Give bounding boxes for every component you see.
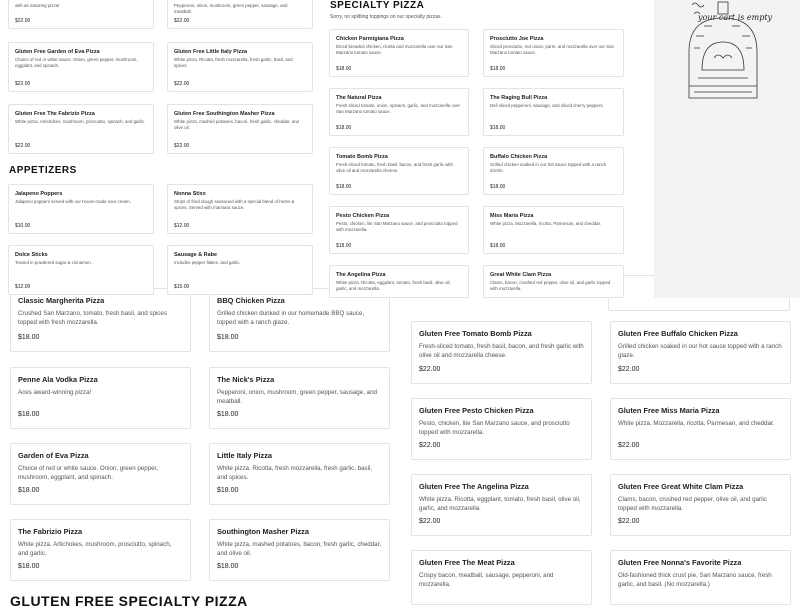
item-name: Tomato Bomb Pizza: [336, 154, 388, 160]
menu-item-card[interactable]: [209, 443, 390, 505]
menu-item-card[interactable]: [483, 29, 624, 77]
menu-item-card[interactable]: [8, 0, 154, 29]
item-name: Miss Maria Pizza: [490, 213, 534, 219]
menu-item-card[interactable]: [483, 147, 624, 195]
item-description: Fresh sliced tomato, onion, spinach, garlic, and mozzarella over San Marzano tomato sauce.: [336, 103, 460, 114]
item-description: Sliced prosciutto, red onion, parm, and mozzarella over our San Marzano tomato sauce.: [490, 44, 614, 55]
item-price: $18.00: [18, 563, 40, 570]
item-description: White pizza. Mozzarella, ricotta, Parmesan, and cheddar.: [618, 420, 775, 427]
item-description: with an amazing pizza!: [15, 3, 60, 8]
pizza-oven-icon: [674, 0, 764, 106]
menu-item-card[interactable]: [610, 398, 791, 460]
item-price: $18.00: [336, 243, 352, 249]
item-description: White pizza. Artichokes, mushroom, prosciutto, spinach, and garlic.: [15, 119, 146, 124]
item-price: $22.00: [618, 366, 640, 373]
item-description: Jalapeno poppers served with our house-made sour cream.: [15, 199, 131, 204]
item-description: Tossed in powdered sugar & cinnamon.: [15, 260, 92, 265]
item-description: Strips of fried dough seasoned with a special blend of herbs & spices. Served with marinara sauce.: [174, 199, 295, 210]
item-name: Little Italy Pizza: [217, 451, 273, 460]
item-description: White pizza. Ricotta, fresh mozzarella, fresh garlic, basil, and spices.: [174, 57, 293, 68]
item-description: Deli sliced pepperoni, sausage, and sliced cherry peppers.: [490, 103, 604, 108]
item-description: Choice of red or white sauce. Onion, green pepper, mushroom, eggplant, and spinach.: [18, 465, 158, 481]
item-name: Gluten Free Little Italy Pizza: [174, 49, 248, 55]
item-price: $18.00: [490, 125, 506, 131]
item-description: White pizza. Artichokes, mushroom, prosciutto, spinach, and garlic.: [18, 541, 172, 557]
item-name: Gluten Free Pesto Chicken Pizza: [419, 406, 534, 415]
item-price: $22.00: [15, 81, 31, 87]
menu-item-card[interactable]: [483, 265, 624, 298]
menu-item-card[interactable]: [411, 550, 592, 605]
item-price: $18.00: [217, 487, 239, 494]
item-price: $18.00: [217, 411, 239, 418]
menu-item-card[interactable]: [483, 206, 624, 254]
menu-item-card[interactable]: [329, 88, 469, 136]
specialty-note: Sorry, no splitting toppings on our specialty pizzas.: [330, 14, 442, 20]
item-name: The Raging Bull Pizza: [490, 95, 548, 101]
gluten-free-heading: GLUTEN FREE SPECIALTY PIZZA: [10, 593, 248, 609]
item-name: Great White Clam Pizza: [490, 272, 552, 278]
item-name: Classic Margherita Pizza: [18, 296, 105, 305]
item-description: Pepperoni, onion, mushroom, green pepper, sausage, and meatball.: [174, 3, 288, 14]
menu-item-card[interactable]: [8, 42, 154, 92]
item-name: Buffalo Chicken Pizza: [490, 154, 548, 160]
item-price: $22.00: [618, 518, 640, 525]
menu-item-card[interactable]: [329, 29, 469, 77]
menu-item-card[interactable]: [8, 104, 154, 154]
menu-item-card[interactable]: [610, 474, 791, 536]
item-name: Gluten Free Great White Clam Pizza: [618, 482, 744, 491]
item-description: Fresh-sliced tomato, fresh basil, bacon, and fresh garlic with olive oil and mozzarella cheese.: [336, 162, 453, 173]
menu-item-card[interactable]: [209, 519, 390, 581]
item-name: Chicken Parmigiana Pizza: [336, 36, 404, 42]
item-name: Nonna Stixx: [174, 191, 206, 197]
menu-item-card[interactable]: [167, 104, 313, 154]
item-name: Jalapeno Poppers: [15, 191, 63, 197]
item-name: Garden of Eva Pizza: [18, 451, 89, 460]
menu-item-card[interactable]: [10, 288, 191, 352]
item-price: $12.00: [15, 284, 31, 290]
item-price: $18.00: [490, 243, 506, 249]
item-description: Crushed San Marzano, tomato, fresh basil, and spices topped with fresh mozzarella.: [18, 310, 167, 326]
item-description: Grilled chicken soaked in our hot sauce topped with a ranch glaze.: [618, 343, 782, 359]
item-price: $22.00: [174, 81, 190, 87]
menu-item-card[interactable]: [483, 88, 624, 136]
item-description: Choice of red or white sauce. Onion, green pepper, mushroom, eggplant, and spinach.: [15, 57, 138, 68]
item-name: Sausage & Rabe: [174, 252, 218, 258]
item-name: The Fabrizio Pizza: [18, 527, 83, 536]
item-price: $12.00: [174, 223, 190, 229]
menu-item-card[interactable]: [329, 147, 469, 195]
item-price: $22.00: [174, 143, 190, 149]
item-price: $18.00: [217, 563, 239, 570]
item-name: Pesto Chicken Pizza: [336, 213, 390, 219]
menu-item-card[interactable]: [209, 367, 390, 429]
item-name: BBQ Chicken Pizza: [217, 296, 285, 305]
menu-item-card[interactable]: [610, 550, 791, 605]
item-description: White pizza. Ricotta, fresh mozzarella, fresh garlic, basil, and spices.: [217, 465, 373, 481]
item-description: Pesto, chicken, lite San Marzano sauce, and prosciutto topped with mozzarella.: [419, 420, 570, 436]
item-description: Diced breaded chicken, ricotta and mozzarella over our San Marzano tomato sauce.: [336, 44, 453, 55]
item-description: Pesto, chicken, lite San Marzano sauce, and prosciutto topped with mozzarella.: [336, 221, 458, 232]
item-description: Clams, bacon, crushed red pepper, olive oil, and garlic topped with mozzarella.: [618, 496, 767, 512]
item-description: Grilled chicken soaked in our hot sauce topped with a ranch drizzle.: [490, 162, 607, 173]
menu-item-card[interactable]: [329, 265, 469, 298]
item-price: $18.00: [18, 334, 40, 341]
item-name: Gluten Free Southington Masher Pizza: [174, 111, 275, 117]
item-description: Pepperoni, onion, mushroom, green pepper, sausage, and meatball.: [217, 389, 377, 405]
item-price: $22.00: [618, 442, 640, 449]
item-name: Gluten Free Nonna's Favorite Pizza: [618, 558, 742, 567]
item-price: $22.00: [419, 442, 441, 449]
specialty-heading: SPECIALTY PIZZA: [330, 0, 425, 11]
item-description: Crispy bacon, meatball, sausage, pepperoni, and mozzarella.: [419, 572, 554, 588]
item-description: Old-fashioned thick crust pie, San Marzano sauce, fresh garlic, and basil. (No mozzarella.): [618, 572, 772, 588]
item-description: Fresh-sliced tomato, fresh basil, bacon, and fresh garlic with olive oil and mozzarella cheese.: [419, 343, 584, 359]
appetizers-heading: APPETIZERS: [9, 165, 77, 176]
item-name: Dolce Sticks: [15, 252, 48, 258]
item-price: $15.00: [174, 284, 190, 290]
item-price: $18.00: [336, 184, 352, 190]
menu-item-card[interactable]: [10, 367, 191, 429]
item-price: $18.00: [490, 184, 506, 190]
item-description: White pizza, mashed potatoes, bacon, fresh garlic, cheddar, and olive oil.: [217, 541, 382, 557]
item-price: $18.00: [336, 125, 352, 131]
item-price: $18.00: [490, 66, 506, 72]
menu-item-card[interactable]: [411, 474, 592, 536]
menu-item-card[interactable]: [167, 184, 313, 234]
item-price: $22.00: [15, 143, 31, 149]
item-price: $18.00: [217, 334, 239, 341]
item-name: Gluten Free Miss Maria Pizza: [618, 406, 720, 415]
item-name: The Angelina Pizza: [336, 272, 386, 278]
item-name: Gluten Free Tomato Bomb Pizza: [419, 329, 532, 338]
item-name: Gluten Free The Angelina Pizza: [419, 482, 529, 491]
menu-item-card[interactable]: [167, 42, 313, 92]
menu-item-card[interactable]: [167, 0, 313, 29]
item-name: Gluten Free Buffalo Chicken Pizza: [618, 329, 738, 338]
item-name: Gluten Free The Meat Pizza: [419, 558, 515, 567]
item-description: Includes pepper flakes, and garlic.: [174, 260, 241, 265]
menu-item-card[interactable]: [329, 206, 469, 254]
item-price: $22.00: [419, 518, 441, 525]
item-name: The Natural Pizza: [336, 95, 382, 101]
menu-item-card[interactable]: [10, 443, 191, 505]
item-price: $18.00: [18, 411, 40, 418]
menu-item-card[interactable]: [411, 321, 592, 384]
item-description: Clams, bacon, crushed red pepper, olive oil, and garlic topped with mozzarella.: [490, 280, 611, 291]
menu-item-card[interactable]: [610, 321, 791, 384]
item-name: The Nick's Pizza: [217, 375, 275, 384]
item-name: Prosciutto Joe Pizza: [490, 36, 544, 42]
item-name: Penne Ala Vodka Pizza: [18, 375, 98, 384]
menu-item-card[interactable]: [8, 245, 154, 295]
item-price: $18.00: [336, 66, 352, 72]
menu-item-card[interactable]: [167, 245, 313, 295]
item-description: White pizza. Mozzarella, ricotta, Parmesan, and cheddar.: [490, 221, 602, 226]
item-name: Gluten Free The Fabrizio Pizza: [15, 111, 95, 117]
item-description: White pizza, mashed potatoes, bacon, fresh garlic, cheddar, and olive oil.: [174, 119, 299, 130]
item-price: $18.00: [18, 487, 40, 494]
item-price: $22.00: [174, 18, 190, 24]
item-price: $22.00: [419, 366, 441, 373]
item-price: $10.00: [15, 223, 31, 229]
cart-empty-text: your cart is empty: [698, 13, 773, 22]
item-description: Grilled chicken dunked in our homemade BBQ sauce, topped with a ranch glaze.: [217, 310, 365, 326]
menu-item-card[interactable]: [10, 519, 191, 581]
menu-item-card[interactable]: [411, 398, 592, 460]
item-price: $22.00: [15, 18, 31, 24]
menu-item-card[interactable]: [8, 184, 154, 234]
item-name: Gluten Free Garden of Eva Pizza: [15, 49, 100, 55]
item-description: Aces award-winning pizza!: [18, 389, 92, 396]
item-description: White pizza. Ricotta, eggplant, tomato, fresh basil, olive oil, garlic, and mozzarella.: [419, 496, 581, 512]
item-name: Southington Masher Pizza: [217, 527, 309, 536]
item-description: White pizza. Ricotta, eggplant, tomato, fresh basil, olive oil, garlic, and mozzarella.: [336, 280, 451, 291]
